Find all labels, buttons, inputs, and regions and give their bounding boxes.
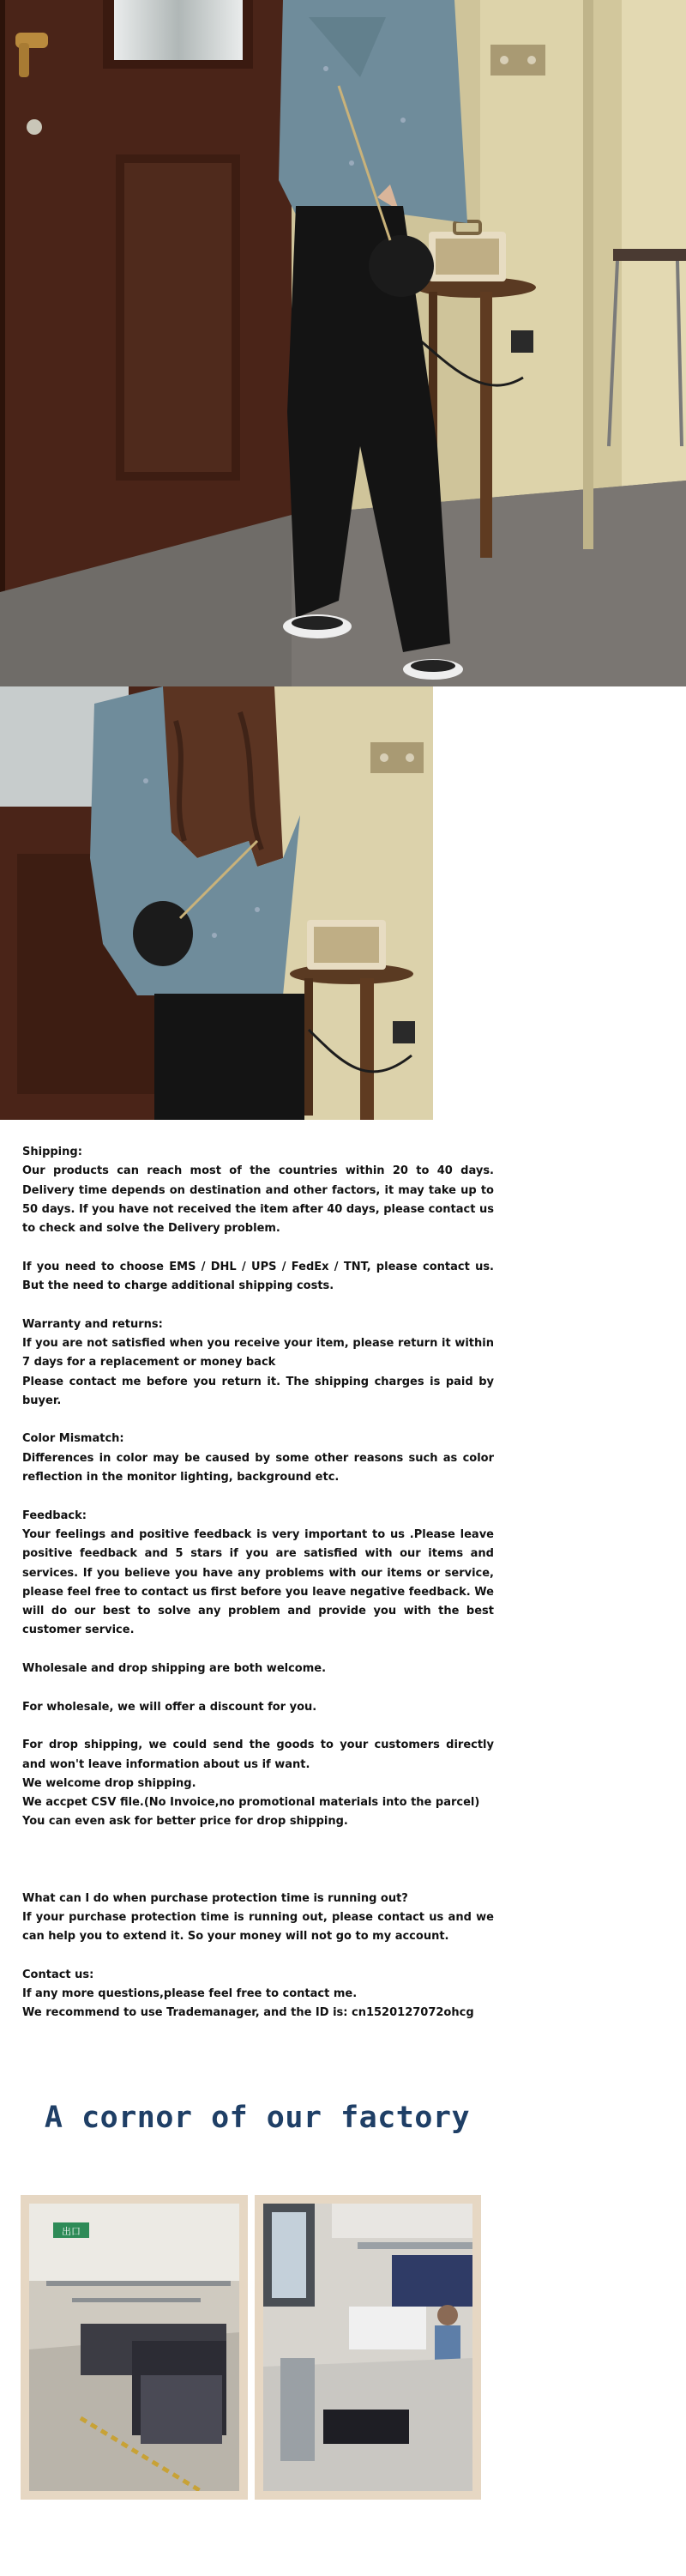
color-heading: Color Mismatch: [22, 1432, 124, 1446]
protection-section [22, 1890, 494, 1947]
wholesale-discount: For wholesale, we will offer a discount for you. [22, 1700, 317, 1714]
contact-text: If any more questions,please feel free to contact me. [22, 1987, 358, 2001]
exit-sign: 出口 [62, 2226, 81, 2237]
store-policy [22, 1143, 494, 2042]
factory-photo-left [21, 2195, 248, 2500]
warranty-text-2: Please contact me before you return it. The shipping charges is paid by buyer. [22, 1375, 494, 1407]
product-photo-back-view [0, 686, 433, 1120]
wholesale-welcome: Wholesale and drop shipping are both welcome. [22, 1662, 327, 1676]
dropship-welcome: We welcome drop shipping. [22, 1776, 196, 1790]
express-text: If you need to choose EMS / DHL / UPS / FedEx / TNT, please contact us. But the need to charge additional shipping costs. [22, 1260, 494, 1293]
factory-heading: A cornor of our factory [44, 2101, 471, 2135]
color-section [22, 1430, 494, 1487]
shipping-text: Our products can reach most of the countries within 20 to 40 days. Delivery time depends on destination and other factors, it may take up to 50 days. If you have not received the item after 40 days, please contact us to check and solve the Delivery problem. [22, 1164, 494, 1236]
warranty-section [22, 1315, 494, 1411]
warranty-heading: Warranty and returns: [22, 1317, 163, 1331]
wholesale-welcome-section [22, 1660, 494, 1678]
dropship-section [22, 1736, 494, 1831]
feedback-section [22, 1507, 494, 1641]
dropship-text: For drop shipping, we could send the goods to your customers directly and won't leave information about us if want. [22, 1738, 494, 1771]
wholesale-discount-section [22, 1698, 494, 1717]
csv-text: We accpet CSV file.(No Invoice,no promotional materials into the parcel) [22, 1796, 480, 1810]
color-text: Differences in color may be caused by some other reasons such as color reflection in the monitor lighting, background etc. [22, 1451, 494, 1485]
shipping-section [22, 1143, 494, 1238]
protection-question: What can I do when purchase protection time is running out? [22, 1891, 408, 1905]
contact-section [22, 1966, 494, 2023]
contact-heading: Contact us: [22, 1968, 94, 1981]
express-section [22, 1258, 494, 1297]
protection-answer: If your purchase protection time is running out, please contact us and we can help you to extend it. So your money will not go to my account. [22, 1910, 494, 1944]
better-price: You can even ask for better price for drop shipping. [22, 1815, 348, 1829]
warranty-text-1: If you are not satisfied when you receive your item, please return it within 7 days for a replacement or money back [22, 1336, 494, 1370]
trademanager-text: We recommend to use Trademanager, and the ID is: cn1520127072ohcg [22, 2006, 474, 2020]
factory-photo-right [255, 2195, 481, 2500]
feedback-heading: Feedback: [22, 1509, 87, 1522]
feedback-text: Your feelings and positive feedback is very important to us .Please leave positive feedback and 5 stars if you are satisfied with our items and services. If you believe you have any problems with our items or service, please feel free to contact us first before you leave negative feedback. We will do our best to solve any problem and provide you with the best customer service. [22, 1527, 494, 1637]
product-photo-full-body [0, 0, 686, 686]
shipping-heading: Shipping: [22, 1146, 82, 1158]
